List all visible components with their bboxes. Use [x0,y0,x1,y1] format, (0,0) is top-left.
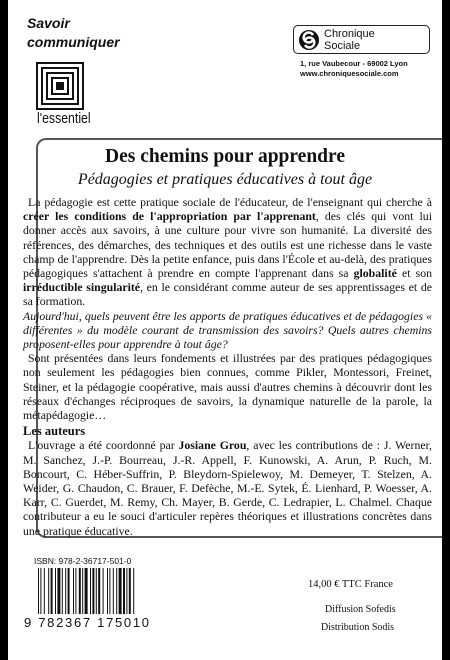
publisher-name [324,28,375,52]
text-run: L'ouvrage a été coordonné par [28,438,179,453]
barcode-block [24,556,170,630]
coordinator-name: Josiane Grou [178,438,247,453]
text-run: , en le considérant comme auteur de ses apprentissages et de sa formation. [23,280,432,309]
text-run: , des clés qui vont lui donner accès aux savoirs, à une culture pour vivre son humanité. La diversité des références, des démarches, des techniques et des outils est une richesse dans le vaste champ de l'apprendre. Dès la petite enfance, puis dans l'École et au-delà, des pratiques pédagogiques s'attachent à prendre en compte l'apprenant dans sa [23,209,432,281]
authors-paragraph [23,438,432,537]
blurb [23,195,432,538]
back-cover [8,0,442,660]
barcode-icon [36,568,166,614]
barcode-number: 9 782367 175010 [24,615,151,630]
emphasis-text: irréductible singularité [23,280,141,295]
series-line-1: Savoir [27,15,70,31]
blurb-question: Aujourd'hui, quels peuvent être les apports de pratiques éducatives et de pédagogies « différentes » du modèle courant de transmission des savoirs? Quels autres chemins proposent-elles pour apprendre à tout âge? [23,308,432,352]
text-run: et son [396,266,432,281]
publisher-address: 1, rue Vaubecour - 69002 Lyon [300,59,408,68]
book-title: Des chemins pour apprendre [105,146,345,167]
publisher-website: www.chroniquesociale.com [300,69,399,78]
collection-name: l'essentiel [37,110,91,127]
isbn: ISBN: 978-2-36717-501-0 [34,556,132,566]
publisher-logo [293,25,430,54]
text-run: , avec les contributions de : J. Werner, M. Sanchez, J.-P. Bourreau, J.-R. Appell, F. Kunowski, A. Arun, P. Ruch, M. Boncourt, C. Héber-Suffrin, P. Bleydorn-Spielewoy, M. Demeyer, T. Stelzen, A. Weider, G. Chaudon, C. Brauer, F. Defèche, M.-E. Sytek, É. Lienhard, P. Woesser, A. Karr, C. Guerdet, M. Remy, Ch. Mayer, B. Gerde, C. Ledrapier, L. Chalmel. Chaque contributeur a eu le souci d'articuler repères théoriques et illustrations concrètes dans une pratique éducative. [23,438,432,538]
diffusion: Diffusion Sofedis [325,604,396,615]
blurb-paragraph-2: Sont présentées dans leurs fondements et illustrées par des pratiques pédagogiques non seulement les pédagogies bien connues, comme Pikler, Montessori, Freinet, Steiner, et la pédagogie coopérative, mais aussi d'autres chemins à découvrir dont les réseaux d'échanges réciproques de savoirs, la dynamique naturelle de la parole, la métapédagogie… [23,351,432,423]
emphasis-text: globalité [353,266,397,281]
collection-logo-icon [36,62,84,110]
publisher-contact [300,59,408,79]
text-run: La pédagogie est cette pratique sociale de l'éducateur, de l'enseignant qui cherche à [28,195,432,209]
series-name [27,14,120,52]
publisher-name-line-2: Sociale [324,40,361,52]
authors-heading: Les auteurs [23,424,86,439]
emphasis-text: créer les conditions de l'appropriation par l'apprenant [23,209,316,224]
series-line-2: communiquer [27,34,120,50]
publisher-emblem-icon [298,29,320,51]
publisher-name-line-1: Chronique [324,28,375,40]
book-subtitle: Pédagogies et pratiques éducatives à tout âge [77,171,373,188]
price: 14,00 € TTC France [308,579,393,590]
blurb-paragraph-1 [23,195,432,309]
distribution: Distribution Sodis [321,622,395,633]
